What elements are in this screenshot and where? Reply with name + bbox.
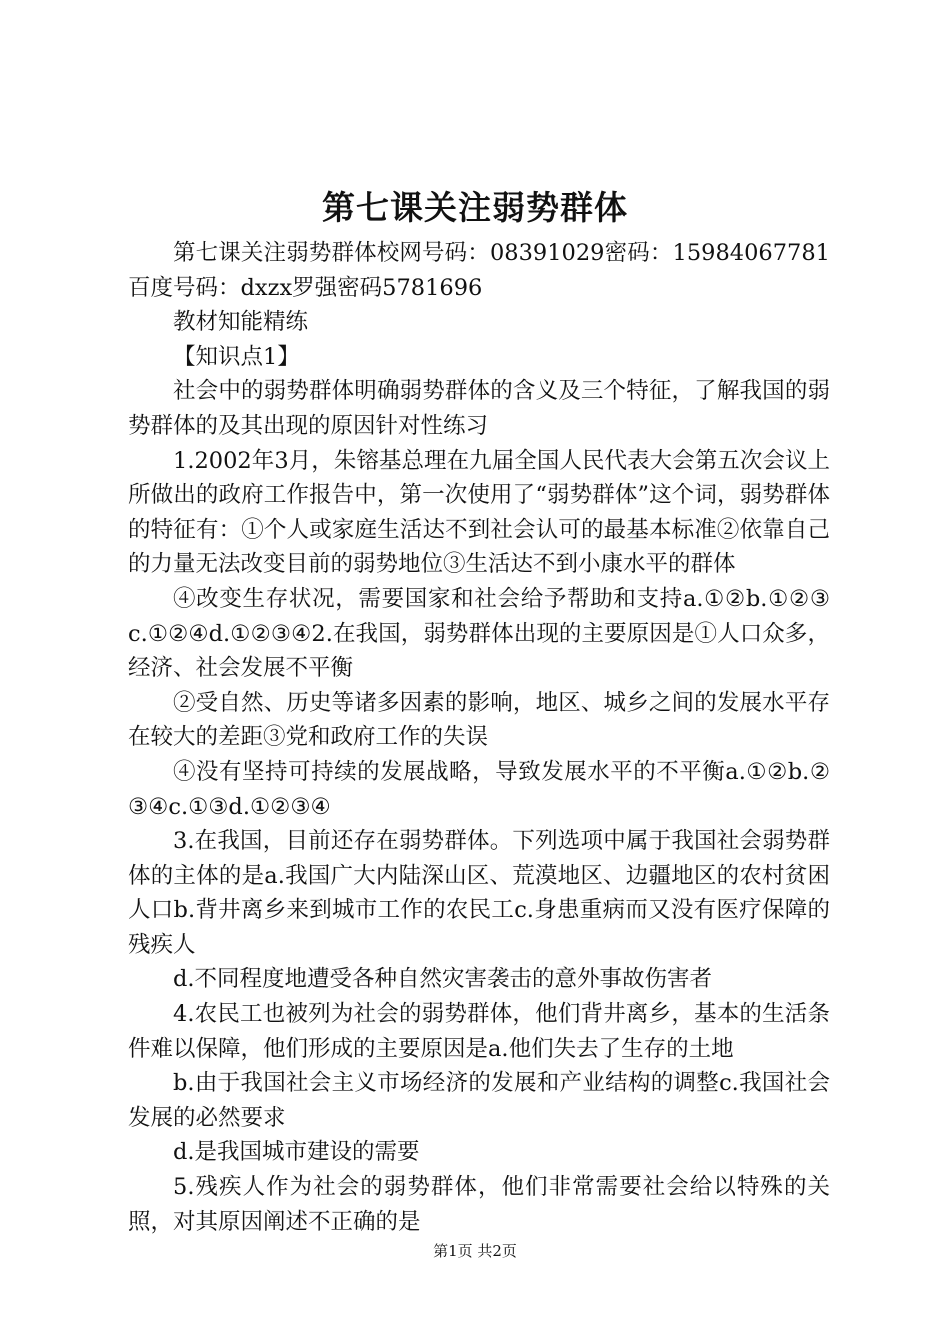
- paragraph: 1.2002年3月，朱镕基总理在九届全国人民代表大会第五次会议上所做出的政府工作报告中，第一次使用了“弱势群体”这个词，弱势群体的特征有：①个人或家庭生活达不到社会认可的最基本标准②依靠自己的力量无法改变目前的弱势地位③生活达不到小康水平的群体: [128, 447, 830, 578]
- paragraph: ②受自然、历史等诸多因素的影响，地区、城乡之间的发展水平存在较大的差距③党和政府工作的失误: [128, 689, 830, 751]
- paragraph: 社会中的弱势群体明确弱势群体的含义及三个特征，了解我国的弱势群体的及其出现的原因针对性练习: [128, 378, 830, 439]
- paragraph: 4.农民工也被列为社会的弱势群体，他们背井离乡，基本的生活条件难以保障，他们形成的主要原因是a.他们失去了生存的土地: [128, 1001, 830, 1062]
- paragraph: 5.残疾人作为社会的弱势群体，他们非常需要社会给以特殊的关照，对其原因阐述不正确的是: [128, 1174, 830, 1235]
- paragraph: d.不同程度地遭受各种自然灾害袭击的意外事故伤害者: [173, 966, 713, 993]
- paragraph: 教材知能精练: [173, 309, 309, 336]
- document-title: 第七课关注弱势群体: [322, 188, 628, 227]
- paragraph: b.由于我国社会主义市场经济的发展和产业结构的调整c.我国社会发展的必然要求: [128, 1070, 830, 1131]
- paragraph: ④改变生存状况，需要国家和社会给予帮助和支持a.①②b.①②③c.①②④d.①②③④2.在我国，弱势群体出现的主要原因是①人口众多，经济、社会发展不平衡: [128, 585, 830, 682]
- paragraph: d.是我国城市建设的需要: [173, 1139, 420, 1166]
- paragraph: 第七课关注弱势群体校网号码：08391029密码：15984067781百度号码：dxzx罗强密码5781696: [128, 240, 830, 301]
- paragraph: ④没有坚持可持续的发展战略，导致发展水平的不平衡a.①②b.②③④c.①③d.①②③④: [128, 758, 830, 820]
- document-body: [128, 236, 830, 1239]
- paragraph: 【知识点1】: [173, 343, 300, 370]
- page-footer: 第1页 共2页: [433, 1242, 517, 1260]
- paragraph: 3.在我国，目前还存在弱势群体。下列选项中属于我国社会弱势群体的主体的是a.我国广大内陆深山区、荒漠地区、边疆地区的农村贫困人口b.背井离乡来到城市工作的农民工c.身患重病而又没有医疗保障的残疾人: [128, 828, 830, 958]
